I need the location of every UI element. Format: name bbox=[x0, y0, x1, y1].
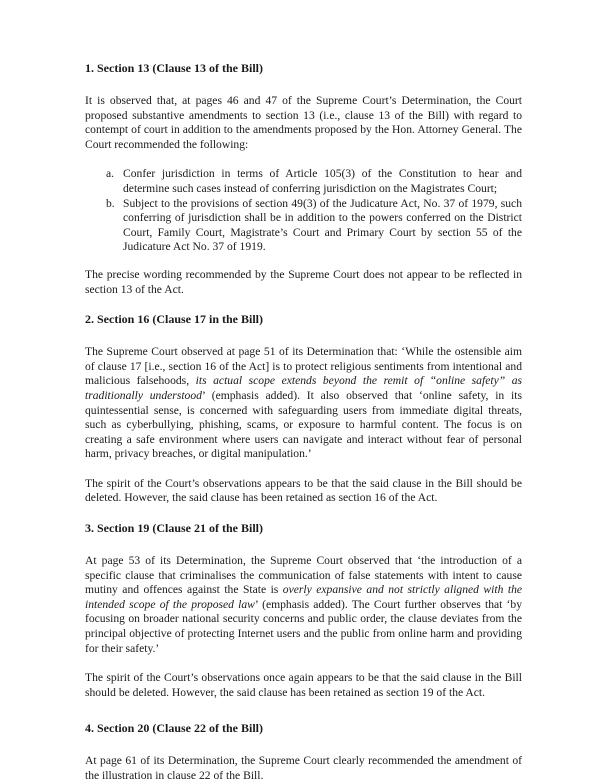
quote-text: The Supreme Court observed at page 51 of its Determination that: ‘While the ostensible aim of clause 17 [i.e., section 16 of the Act] is to protect religious sentiments from intentional and malicious falsehoods, bbox=[85, 345, 522, 388]
list-item-text: Subject to the provisions of section 49(3) of the Judicature Act, No. 37 of 1979, such conferring of jurisdiction shall be in addition to the powers conferred on the District Court, Family Court, Magistrate’s Court and Primary Court by section 55 of the Judicature Act No. 37 of 1919. bbox=[123, 196, 522, 254]
section-4 bbox=[85, 721, 522, 783]
quote-text: ’ (emphasis added). It also observed that ‘online safety, in its quintessential sense, is concerned with safeguarding users from immediate digital threats, such as cyberbullying, phishing, scams, or exposure to harmful content. The focus is on creating a safe environment where users can navigate and interact without fear of personal harm, privacy breaches, or digital manipulation.’ bbox=[85, 388, 522, 461]
section-heading: 4. Section 20 (Clause 22 of the Bill) bbox=[85, 721, 263, 736]
emphasized-text: its actual scope extends beyond the remit of “online safety” as traditionally understood bbox=[85, 374, 523, 402]
paragraph bbox=[85, 345, 522, 462]
section-1 bbox=[85, 61, 522, 297]
list-marker: a. bbox=[106, 167, 115, 181]
quote-text: At page 53 of its Determination, the Supreme Court observed that ‘the introduction of a specific clause that criminalises the communication of false statements with intent to cause mutiny and offences against the State is bbox=[85, 554, 522, 597]
list-marker: b. bbox=[106, 196, 115, 210]
quote-text: ’ (emphasis added). The Court further observes that ‘by focusing on broader national security concerns and public order, the clause deviates from the principal objective of protecting Internet users and the public from online harm and providing for their safety.’ bbox=[85, 597, 523, 655]
list-item-text: Confer jurisdiction in terms of Article 105(3) of the Constitution to hear and determine such cases instead of conferring jurisdiction on the Magistrates Court; bbox=[123, 167, 522, 195]
section-3 bbox=[85, 521, 522, 700]
paragraph bbox=[85, 554, 522, 656]
section-heading: 2. Section 16 (Clause 17 in the Bill) bbox=[85, 312, 264, 327]
paragraph: The precise wording recommended by the Supreme Court does not appear to be reflected in section 13 of the Act. bbox=[85, 267, 522, 296]
section-heading: 1. Section 13 (Clause 13 of the Bill) bbox=[85, 61, 263, 75]
section-2 bbox=[85, 312, 522, 506]
section-heading: 3. Section 19 (Clause 21 of the Bill) bbox=[85, 521, 263, 536]
paragraph: It is observed that, at pages 46 and 47 of the Supreme Court’s Determination, the Court proposed substantive amendments to section 13 (i.e., clause 13 of the Bill) with regard to contempt of court in addition to the amendments proposed by the Hon. Attorney General. The Court recommended the following: bbox=[85, 94, 522, 151]
emphasized-text: overly expansive and not strictly aligned with the intended scope of the proposed law bbox=[85, 583, 523, 611]
paragraph: The spirit of the Court’s observations appears to be that the said clause in the Bill should be deleted. However, the said clause has been retained as section 16 of the Act. bbox=[85, 476, 522, 505]
list-item bbox=[106, 197, 522, 255]
paragraph: The spirit of the Court’s observations once again appears to be that the said clause in the Bill should be deleted. However, the said clause has been retained as section 19 of the Act. bbox=[85, 671, 522, 699]
paragraph: At page 61 of its Determination, the Supreme Court clearly recommended the amendment of the illustration in clause 22 of the Bill. bbox=[85, 754, 522, 782]
recommendation-list bbox=[85, 167, 522, 255]
list-item bbox=[106, 167, 522, 196]
